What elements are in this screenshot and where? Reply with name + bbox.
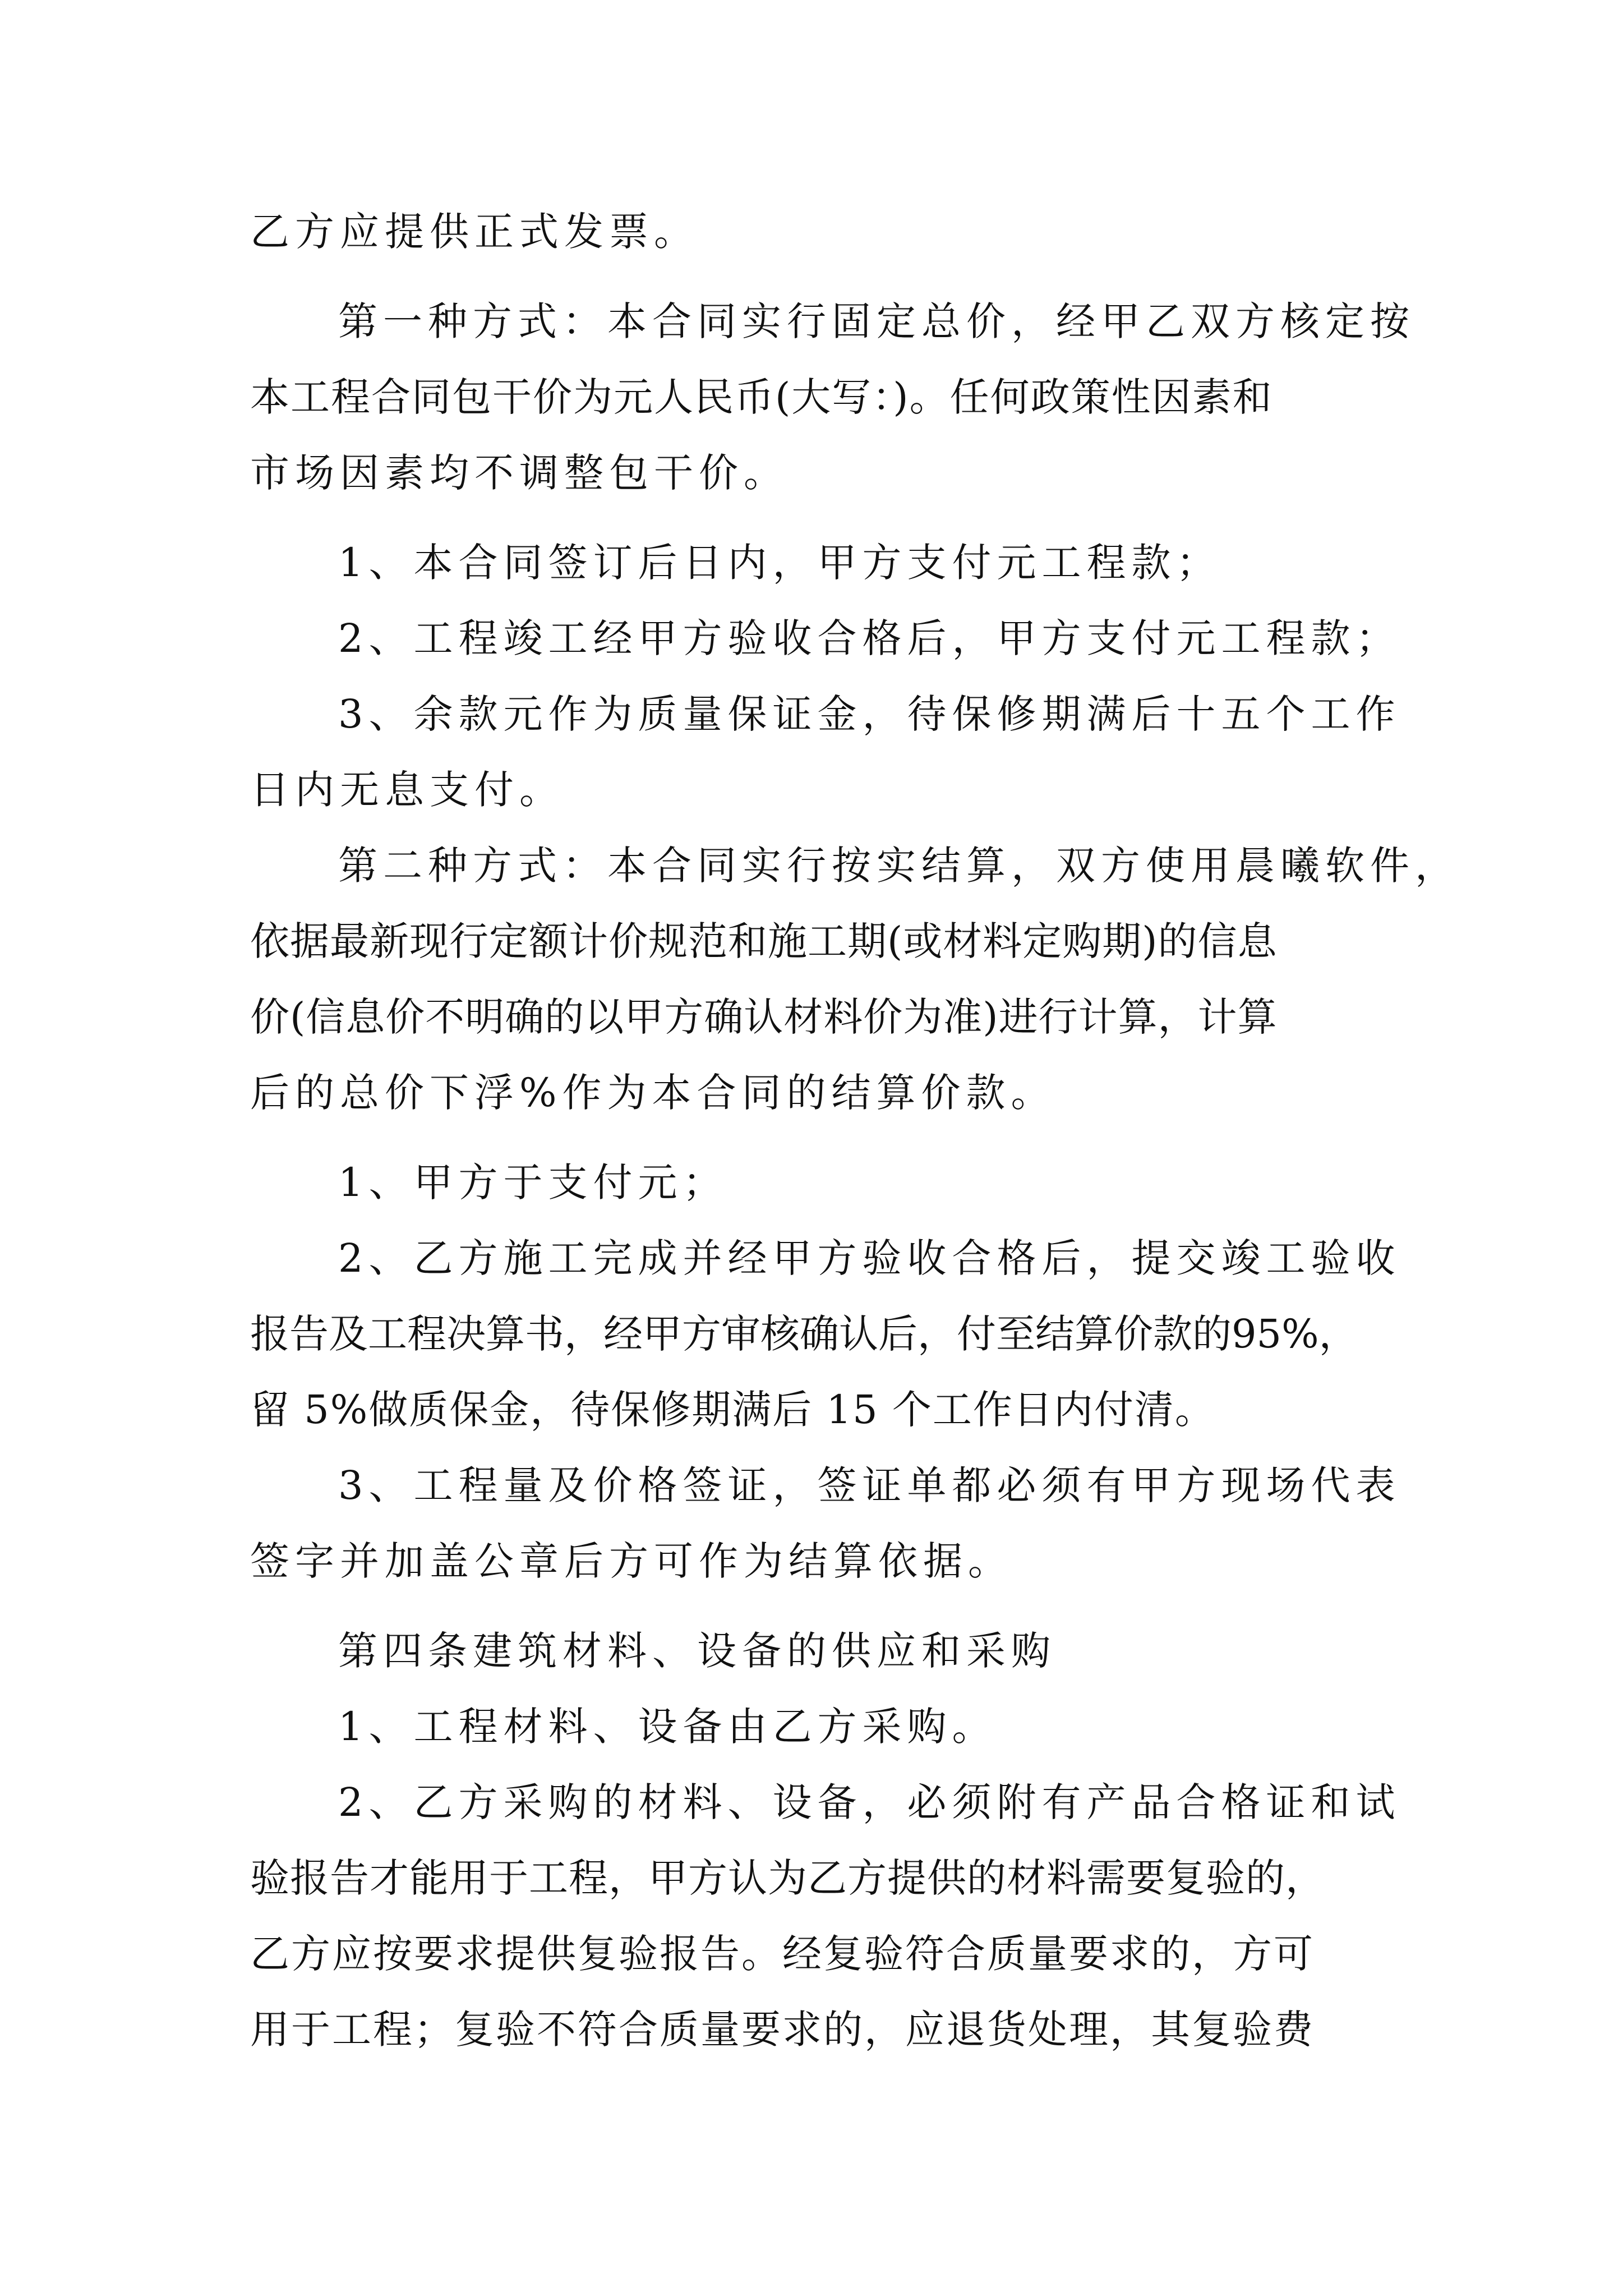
text-line-18: 签字并加盖公章后方可作为结算依据。: [250, 1538, 1013, 1584]
text-line-15: 报告及工程决算书，经甲方审核确认后，付至结算价款的95%，: [250, 1311, 1358, 1357]
text-line-19: 第四条建筑材料、设备的供应和采购: [338, 1628, 1056, 1674]
text-line-11: 价(信息价不明确的以甲方确认材料价为准)进行计算，计算: [250, 994, 1278, 1040]
text-line-6: 2、工程竣工经甲方验收合格后，甲方支付元工程款；: [338, 615, 1401, 661]
text-line-5: 1、本合同签订后日内，甲方支付元工程款；: [338, 540, 1221, 586]
text-line-20: 1、工程材料、设备由乙方采购。: [338, 1704, 997, 1750]
text-line-24: 用于工程；复验不符合质量要求的，应退货处理，其复验费: [250, 2007, 1315, 2053]
text-line-23: 乙方应按要求提供复验报告。经复验符合质量要求的，方可: [250, 1931, 1315, 1977]
text-line-8: 日内无息支付。: [250, 767, 564, 813]
text-line-1: 乙方应提供正式发票。: [250, 209, 699, 255]
text-line-16: 留 5%做质保金，待保修期满后 15 个工作日内付清。: [250, 1387, 1215, 1433]
text-line-2: 第一种方式：本合同实行固定总价，经甲乙双方核定按: [338, 298, 1415, 344]
text-line-14: 2、乙方施工完成并经甲方验收合格后，提交竣工验收: [338, 1235, 1401, 1281]
text-line-22: 验报告才能用于工程，甲方认为乙方提供的材料需要复验的，: [250, 1855, 1325, 1901]
text-line-13: 1、甲方于支付元；: [338, 1159, 728, 1205]
text-line-10: 依据最新现行定额计价规范和施工期(或材料定购期)的信息: [250, 918, 1278, 964]
text-line-7: 3、余款元作为质量保证金，待保修期满后十五个工作: [338, 691, 1401, 737]
text-line-21: 2、乙方采购的材料、设备，必须附有产品合格证和试: [338, 1779, 1401, 1825]
text-line-17: 3、工程量及价格签证，签证单都必须有甲方现场代表: [338, 1462, 1401, 1508]
text-line-4: 市场因素均不调整包干价。: [250, 450, 789, 496]
text-line-9: 第二种方式：本合同实行按实结算，双方使用晨曦软件，: [338, 843, 1460, 889]
text-line-3: 本工程合同包干价为元人民币(大写：)。任何政策性因素和: [250, 374, 1273, 420]
text-line-12: 后的总价下浮%作为本合同的结算价款。: [250, 1070, 1056, 1116]
